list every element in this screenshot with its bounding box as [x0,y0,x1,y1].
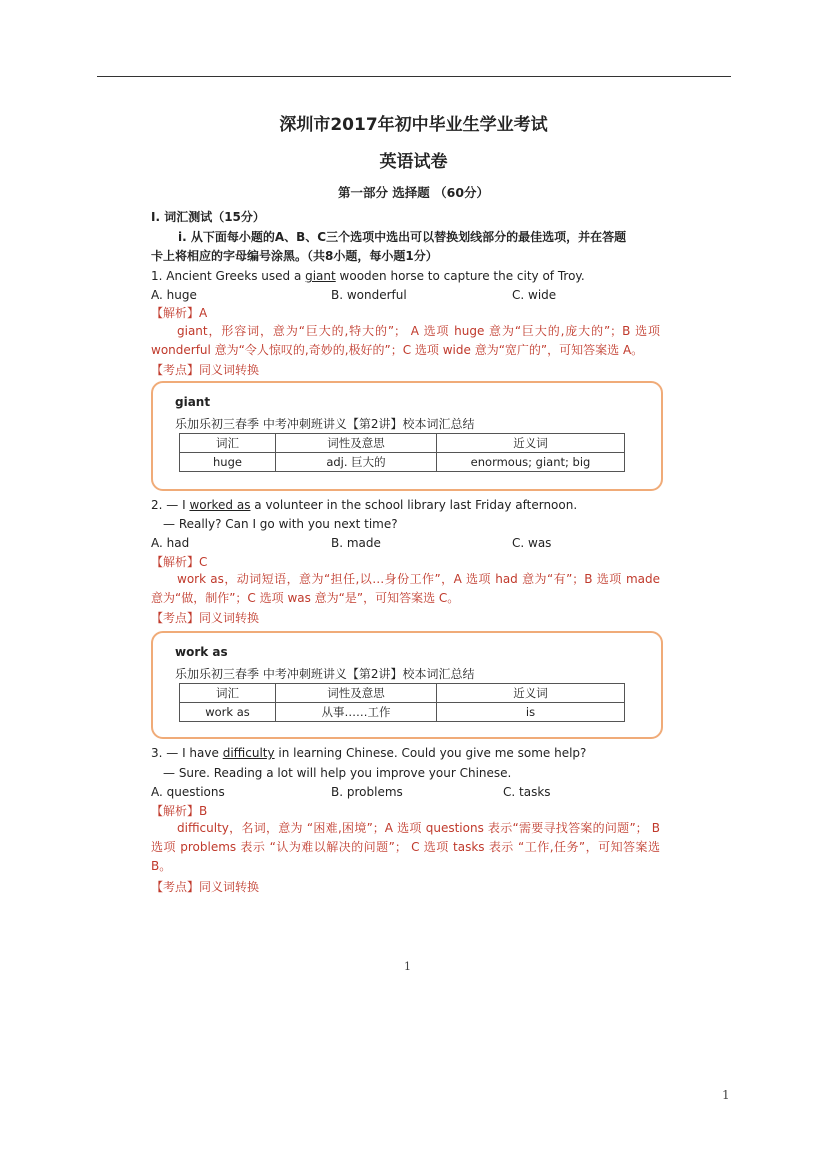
question-2-pre: 2. — I [151,498,190,512]
instruction-line-2: 卡上将相应的字母编号涂黑。（共8小题，每小题1分） [151,249,438,263]
question-1-underlined: giant [305,269,336,283]
vocab-table-1-header: 词汇 [180,434,276,453]
question-1-option-b: B. wonderful [331,288,407,302]
question-1-pre: 1. Ancient Greeks used a [151,269,306,283]
vocab-box-2-word: work as [175,645,228,659]
vocab-table-1-header: 词性及意思 [276,434,437,453]
question-3-point: 【考点】同义词转换 [151,880,260,894]
question-3-reply: — Sure. Reading a lot will help you improve your Chinese. [163,766,512,780]
question-1-point: 【考点】同义词转换 [151,363,260,377]
vocab-table-2-header: 近义词 [437,684,625,703]
question-2-option-c: C. was [512,536,552,550]
question-1-post: wooden horse to capture the city of Troy. [335,269,585,283]
question-2-underlined: worked as [189,498,251,512]
question-1-answer: 【解析】A [151,306,208,320]
question-2-answer: 【解析】C [151,555,208,569]
question-3-pre: 3. — I have [151,746,223,760]
question-2-reply: — Really? Can I go with you next time? [163,517,398,531]
instruction-line-1: ⅰ. 从下面每小题的A、B、C三个选项中选出可以替换划线部分的最佳选项，并在答题 [178,230,627,244]
section-heading: I. 词汇测试（15分） [151,210,265,224]
question-2-analysis: work as，动词短语，意为“担任,以…身份工作”，A 选项 had 意为“有”；B 选项 made 意为“做，制作”；C 选项 was 意为“是”，可知答案选 C。 [151,572,660,605]
vocab-box-1-word: giant [175,395,211,409]
question-1-option-c: C. wide [512,288,557,302]
vocab-box-1 [151,381,663,491]
question-3-option-a: A. questions [151,785,225,799]
question-1-stem [151,268,585,284]
vocab-table-1 [179,433,625,472]
vocab-table-1-header: 近义词 [437,434,625,453]
vocab-table-2-header: 词汇 [180,684,276,703]
header-rule [97,76,731,77]
question-3-option-b: B. problems [331,785,403,799]
question-1-option-a: A. huge [151,288,197,302]
vocab-table-1-cell: huge [180,453,276,472]
question-3-analysis: difficulty，名词，意为 “困难,困境”；A 选项 questions 表示“需要寻找答案的问题”； B 选项 problems 表示 “认为难以解决的问题”； C 选项 tasks 表示 “工作,任务”，可知答案选 B。 [151,821,660,873]
question-2-option-b: B. made [331,536,381,550]
vocab-table-2-header: 词性及意思 [276,684,437,703]
vocab-table-2-cell: is [437,703,625,722]
question-3-stem [151,745,586,761]
vocab-table-2 [179,683,625,722]
vocab-table-1-cell: enormous; giant; big [437,453,625,472]
vocab-table-1-cell: adj. 巨大的 [276,453,437,472]
vocab-box-1-source: 乐加乐初三春季 中考冲刺班讲义【第2讲】校本词汇总结 [175,417,475,431]
vocab-table-2-cell: work as [180,703,276,722]
question-1-analysis: giant，形容词，意为“巨大的,特大的”； A 选项 huge 意为“巨大的,庞大的”；B 选项 wonderful 意为“令人惊叹的,奇妙的,极好的”；C 选项 wide 意为“宽广的”，可知答案选 A。 [151,324,660,357]
vocab-box-2 [151,631,663,739]
question-3-post: in learning Chinese. Could you give me some help? [274,746,587,760]
exam-title: 深圳市2017年初中毕业生学业考试 [279,115,548,135]
question-3-underlined: difficulty [222,746,275,760]
outer-page-number: 1 [722,1088,730,1102]
inner-page-number: 1 [404,960,411,973]
vocab-table-2-cell: 从事……工作 [276,703,437,722]
question-2-option-a: A. had [151,536,190,550]
question-2-point: 【考点】同义词转换 [151,611,260,625]
question-3-answer: 【解析】B [151,804,208,818]
part-heading: 第一部分 选择题 （60分） [337,185,490,200]
question-2-post: a volunteer in the school library last Friday afternoon. [250,498,578,512]
exam-subtitle: 英语试卷 [379,152,448,172]
question-2-stem [151,497,577,513]
question-3-option-c: C. tasks [503,785,551,799]
vocab-box-2-source: 乐加乐初三春季 中考冲刺班讲义【第2讲】校本词汇总结 [175,667,475,681]
